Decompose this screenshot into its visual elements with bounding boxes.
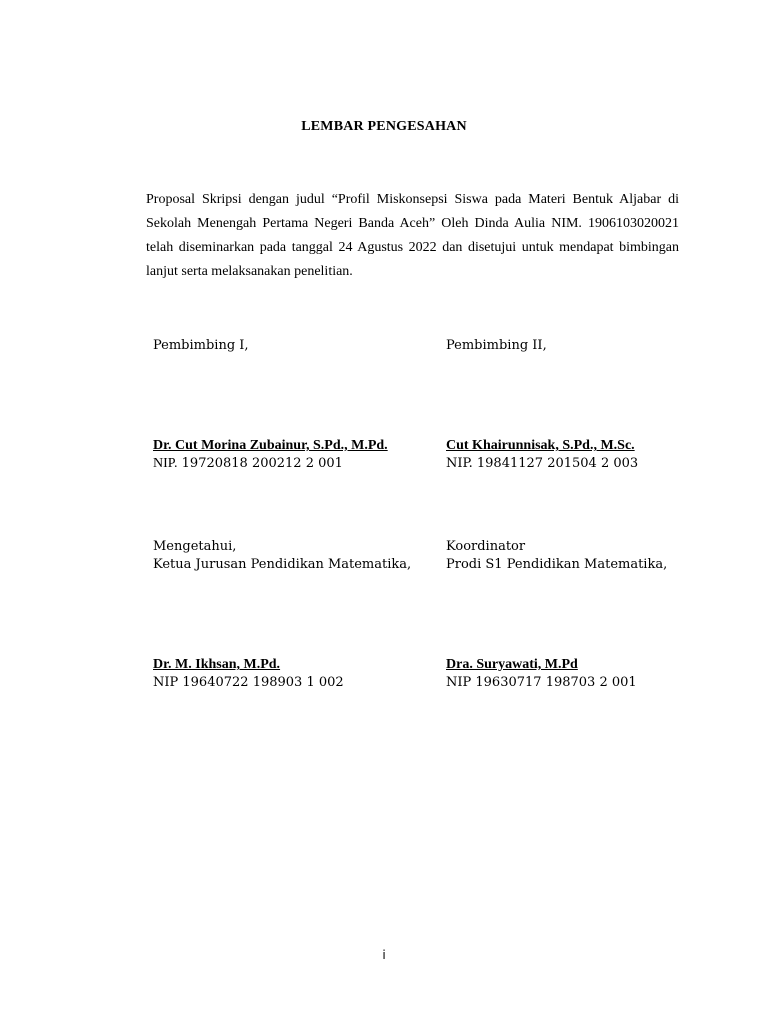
advisor-1-nip-label: NIP. bbox=[153, 456, 178, 471]
coordinator-role bbox=[446, 538, 667, 574]
approval-paragraph: Proposal Skripsi dengan judul “Profil Miskonsepsi Siswa pada Materi Bentuk Aljabar di Sekolah Menengah Pertama Negeri Banda Aceh” Oleh Dinda Aulia NIM. 1906103020021 telah diseminarkan pada tanggal 24 Agustus 2022 dan disetujui untuk mendapat bimbingan lanjut serta melaksanakan penelitian. bbox=[146, 192, 679, 279]
head-of-department-signature-block bbox=[153, 656, 344, 692]
page-title: LEMBAR PENGESAHAN bbox=[301, 119, 467, 134]
advisor-1-nip-value: 19720818 200212 2 001 bbox=[177, 456, 343, 471]
coordinator-name: Dra. Suryawati, M.Pd bbox=[446, 657, 578, 672]
head-role-line-2: Ketua Jurusan Pendidikan Matematika, bbox=[153, 557, 412, 572]
advisor-1-role bbox=[153, 337, 249, 355]
advisor-2-role-label: Pembimbing II, bbox=[446, 338, 547, 353]
advisor-2-nip: NIP. 19841127 201504 2 003 bbox=[446, 456, 639, 471]
coordinator-role-line-1: Koordinator bbox=[446, 539, 526, 554]
head-name: Dr. M. Ikhsan, M.Pd. bbox=[153, 657, 281, 672]
advisor-2-name: Cut Khairunnisak, S.Pd., M.Sc. bbox=[446, 438, 635, 453]
coordinator-nip: NIP 19630717 198703 2 001 bbox=[446, 675, 637, 690]
head-role-line-1: Mengetahui, bbox=[153, 539, 237, 554]
advisor-1-name: Dr. Cut Morina Zubainur, S.Pd., M.Pd. bbox=[153, 438, 388, 453]
advisor-2-signature-block bbox=[446, 437, 638, 473]
page-number: i bbox=[382, 948, 386, 962]
head-nip: NIP 19640722 198903 1 002 bbox=[153, 675, 344, 690]
advisor-1-signature-block bbox=[153, 437, 388, 473]
advisor-1-role-label: Pembimbing I, bbox=[153, 338, 249, 353]
advisor-1-nip bbox=[153, 455, 388, 473]
head-of-department-role bbox=[153, 538, 411, 574]
coordinator-signature-block bbox=[446, 656, 637, 692]
advisor-2-role bbox=[446, 337, 547, 355]
coordinator-role-line-2: Prodi S1 Pendidikan Matematika, bbox=[446, 557, 668, 572]
